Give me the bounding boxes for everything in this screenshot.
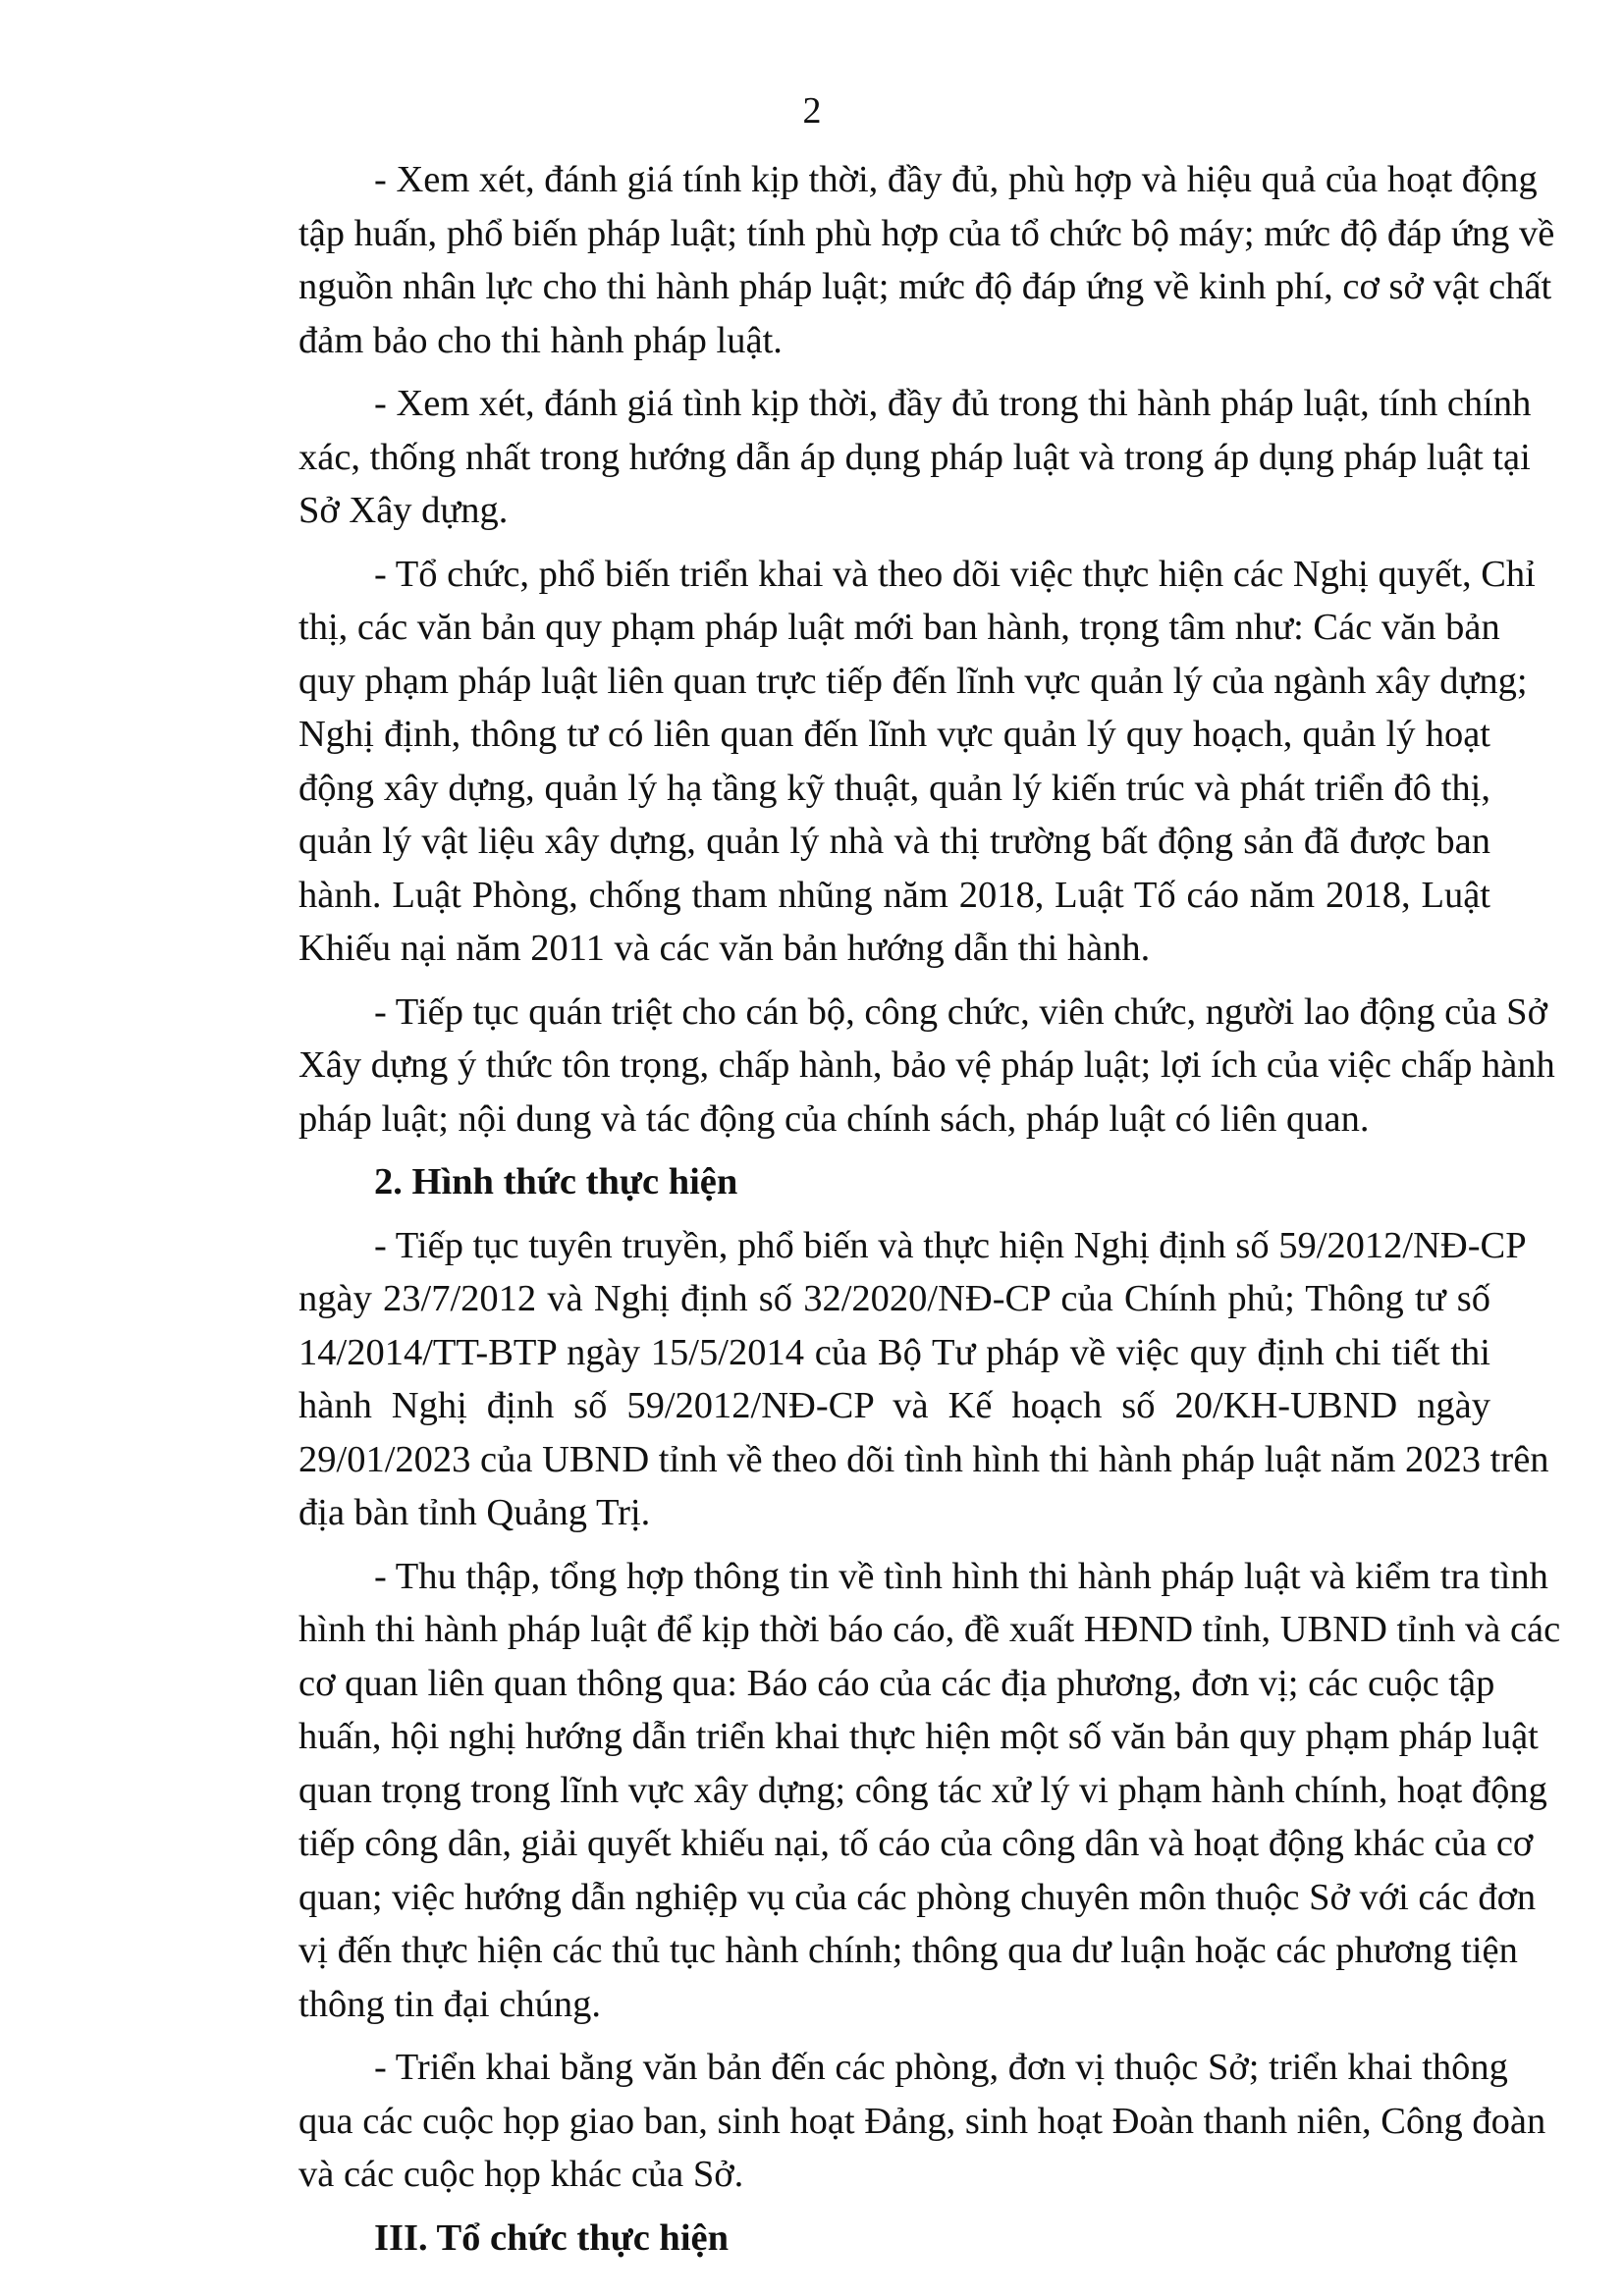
text-line: - Triển khai bằng văn bản đến các phòng, đơn vị thuộc Sở; triển khai thông <box>298 2047 1508 2088</box>
paragraph <box>298 2041 1546 2202</box>
text-line: quan trọng trong lĩnh vực xây dựng; công tác xử lý vi phạm hành chính, hoạt động <box>298 1769 1547 1811</box>
document-body <box>298 153 1561 2274</box>
text-line: - Tiếp tục tuyên truyền, phổ biến và thực hiện Nghị định số 59/2012/NĐ-CP <box>298 1224 1527 1266</box>
text-line: Sở Xây dựng. <box>298 490 509 531</box>
text-line: đảm bảo cho thi hành pháp luật. <box>298 319 783 361</box>
text-line: - Thu thập, tổng hợp thông tin về tình hình thi hành pháp luật và kiểm tra tình <box>298 1555 1548 1597</box>
text-line: Xây dựng ý thức tôn trọng, chấp hành, bảo vệ pháp luật; lợi ích của việc chấp hành <box>298 1044 1555 1086</box>
text-line: Nghị định, thông tư có liên quan đến lĩnh vực quản lý quy hoạch, quản lý hoạt <box>298 714 1490 755</box>
text-line: huấn, hội nghị hướng dẫn triển khai thực hiện một số văn bản quy phạm pháp luật <box>298 1716 1539 1757</box>
text-line: xác, thống nhất trong hướng dẫn áp dụng pháp luật và trong áp dụng pháp luật tại <box>298 436 1531 478</box>
text-line: 14/2014/TT-BTP ngày 15/5/2014 của Bộ Tư pháp về việc quy định chi tiết thi <box>298 1331 1490 1373</box>
text-line: vị đến thực hiện các thủ tục hành chính; thông qua dư luận hoặc các phương tiện <box>298 1930 1518 1971</box>
heading-text: 2. Hình thức thực hiện <box>298 1161 738 1202</box>
text-line: 29/01/2023 của UBND tỉnh về theo dõi tình hình thi hành pháp luật năm 2023 trên <box>298 1438 1549 1480</box>
text-line: ngày 23/7/2012 và Nghị định số 32/2020/NĐ-CP của Chính phủ; Thông tư số <box>298 1278 1490 1319</box>
text-line: động xây dựng, quản lý hạ tầng kỹ thuật, quản lý kiến trúc và phát triển đô thị, <box>298 767 1490 809</box>
paragraph <box>298 1219 1549 1540</box>
text-line: địa bàn tỉnh Quảng Trị. <box>298 1492 651 1533</box>
section-heading <box>298 2212 1490 2266</box>
heading-text: III. Tổ chức thực hiện <box>298 2216 730 2259</box>
text-line: nguồn nhân lực cho thi hành pháp luật; mức độ đáp ứng về kinh phí, cơ sở vật chất <box>298 266 1552 307</box>
text-line: tập huấn, phổ biến pháp luật; tính phù hợp của tổ chức bộ máy; mức độ đáp ứng về <box>298 212 1555 254</box>
text-line: Khiếu nại năm 2011 và các văn bản hướng dẫn thi hành. <box>298 928 1151 969</box>
text-line: hành. Luật Phòng, chống tham nhũng năm 2018, Luật Tố cáo năm 2018, Luật <box>298 874 1490 916</box>
text-line: hình thi hành pháp luật để kịp thời báo cáo, đề xuất HĐND tỉnh, UBND tỉnh và các <box>298 1609 1561 1650</box>
text-line: và các cuộc họp khác của Sở. <box>298 2154 744 2195</box>
paragraph <box>298 986 1555 1147</box>
text-line: quan; việc hướng dẫn nghiệp vụ của các phòng chuyên môn thuộc Sở với các đơn <box>298 1876 1537 1918</box>
paragraph <box>298 1550 1561 2032</box>
section-heading <box>298 1155 1490 1209</box>
text-line: - Xem xét, đánh giá tính kịp thời, đầy đủ, phù hợp và hiệu quả của hoạt động <box>298 159 1538 200</box>
text-line: cơ quan liên quan thông qua: Báo cáo của các địa phương, đơn vị; các cuộc tập <box>298 1662 1495 1704</box>
paragraph <box>298 377 1532 538</box>
text-line: - Xem xét, đánh giá tình kịp thời, đầy đủ trong thi hành pháp luật, tính chính <box>298 383 1532 424</box>
text-line: quản lý vật liệu xây dựng, quản lý nhà và thị trường bất động sản đã được ban <box>298 821 1490 862</box>
text-line: quy phạm pháp luật liên quan trực tiếp đến lĩnh vực quản lý của ngành xây dựng; <box>298 660 1528 702</box>
text-line: thị, các văn bản quy phạm pháp luật mới ban hành, trọng tâm như: Các văn bản <box>298 607 1500 648</box>
text-line: - Tổ chức, phổ biến triển khai và theo dõi việc thực hiện các Nghị quyết, Chỉ <box>298 553 1536 595</box>
text-line: thông tin đại chúng. <box>298 1983 601 2025</box>
paragraph <box>298 153 1555 367</box>
text-line: qua các cuộc họp giao ban, sinh hoạt Đảng, sinh hoạt Đoàn thanh niên, Công đoàn <box>298 2100 1546 2142</box>
text-line: pháp luật; nội dung và tác động của chính sách, pháp luật có liên quan. <box>298 1097 1370 1140</box>
paragraph <box>298 548 1536 976</box>
text-line: - Tiếp tục quán triệt cho cán bộ, công chức, viên chức, người lao động của Sở <box>298 990 1547 1033</box>
text-line: hành Nghị định số 59/2012/NĐ-CP và Kế hoạch số 20/KH-UBND ngày <box>298 1385 1490 1426</box>
page-number: 2 <box>802 90 822 132</box>
text-line: tiếp công dân, giải quyết khiếu nại, tố cáo của công dân và hoạt động khác của cơ <box>298 1823 1534 1864</box>
